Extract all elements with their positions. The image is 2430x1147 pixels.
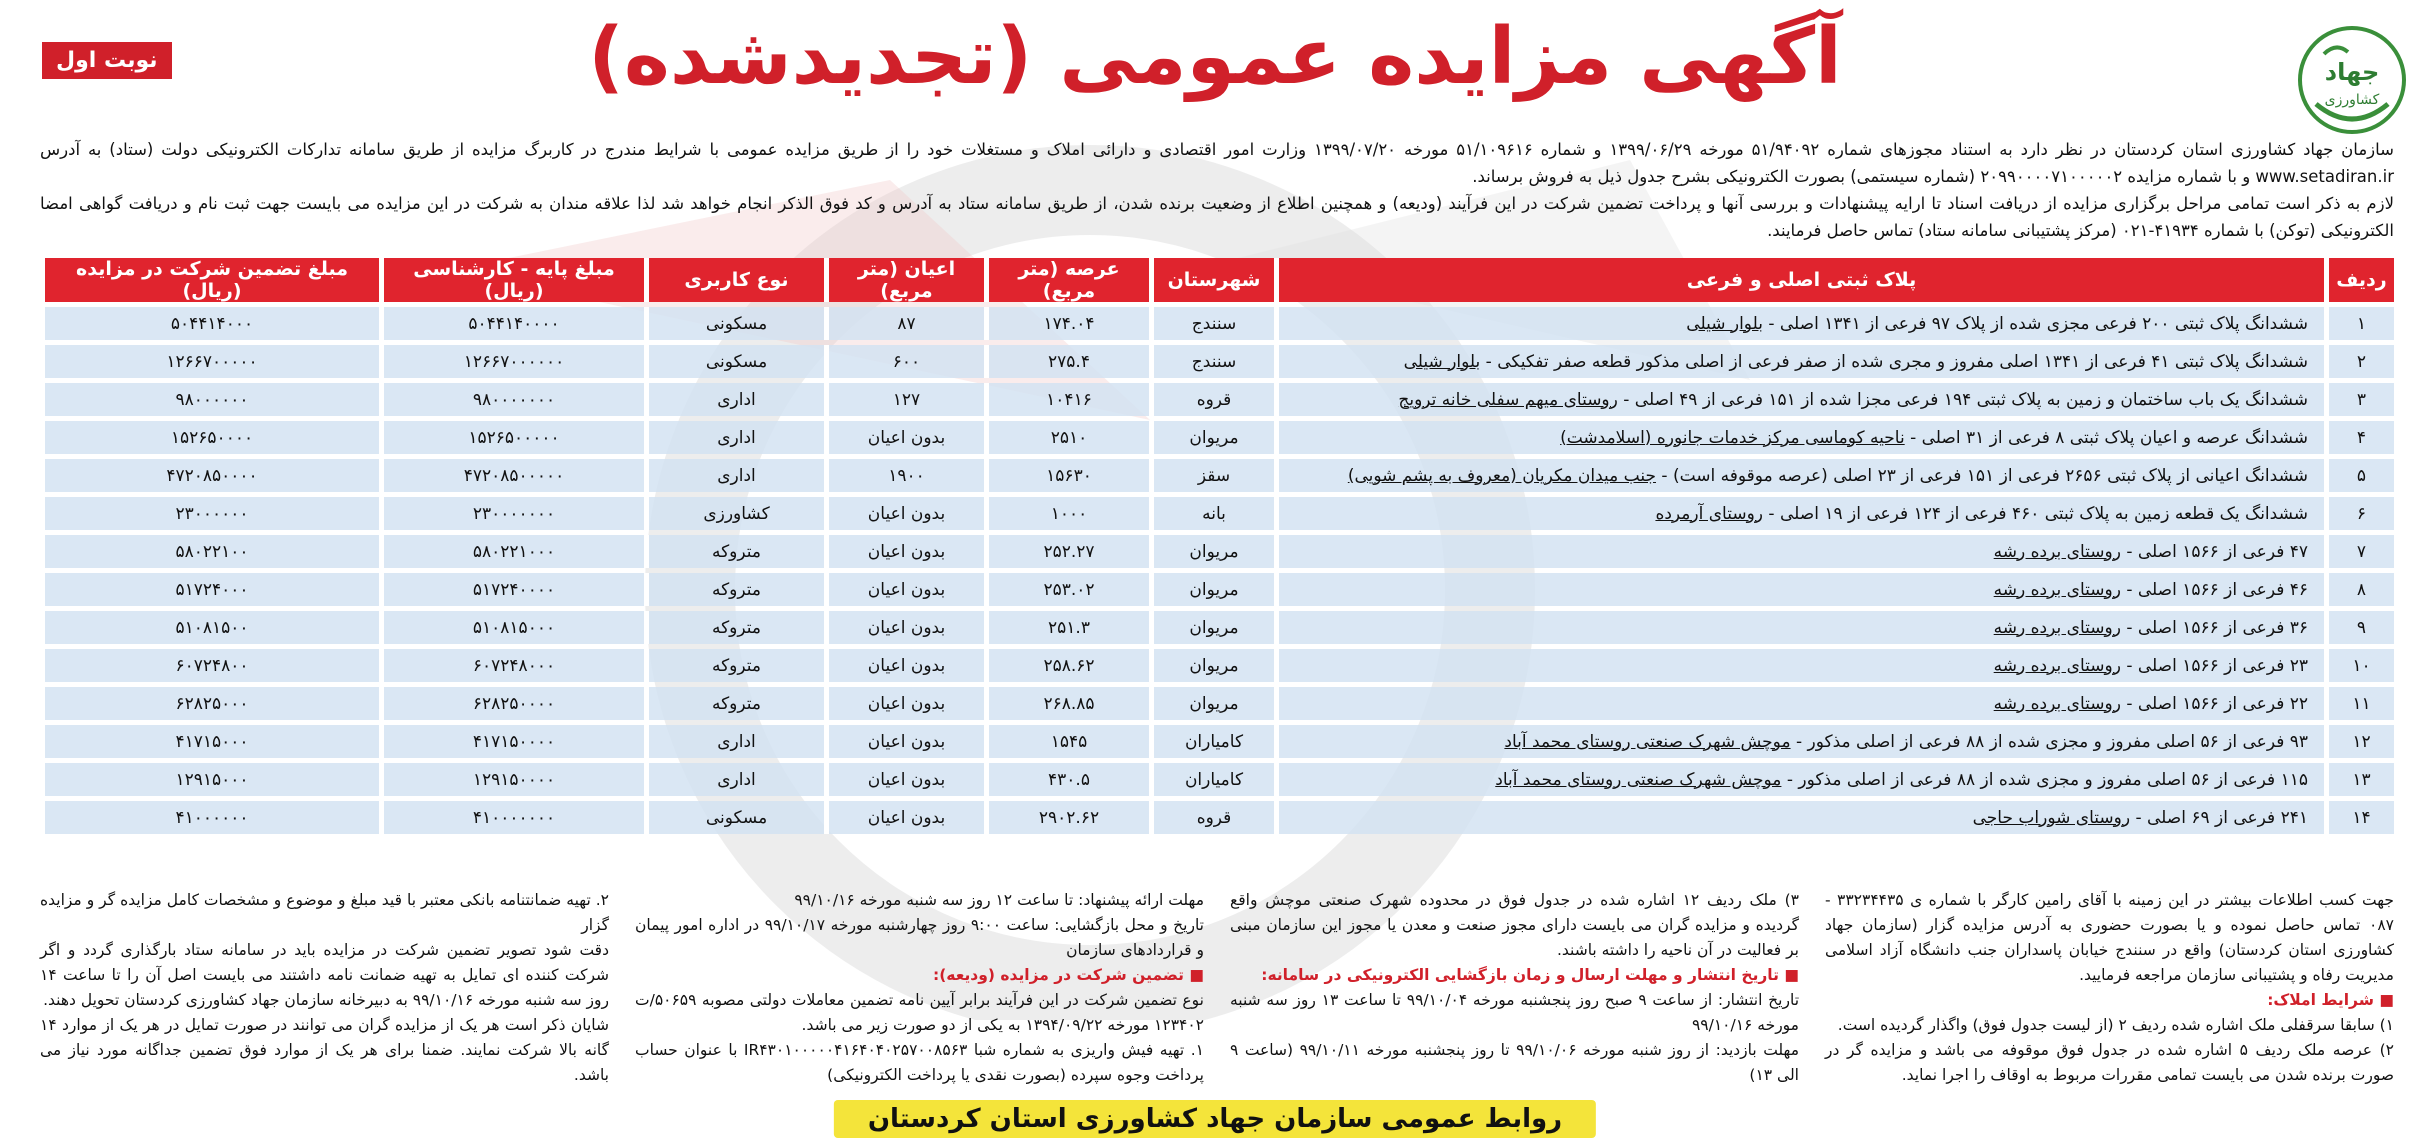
row-area: ۲۹۰۲.۶۲	[984, 801, 1149, 834]
row-city: مریوان	[1149, 649, 1274, 682]
row-location: روستای برده رشه	[1993, 541, 2121, 562]
row-area: ۱۰۰۰	[984, 497, 1149, 530]
row-location: موچش شهرک صنعتی روستای محمد آباد	[1495, 769, 1782, 790]
row-description-text: ششدانگ پلاک ثبتی ۴۱ فرعی از ۱۳۴۱ اصلی مفروز و مجری شده از صفر فرعی از اصلی مذکور قطعه صفر تفکیکی -	[1480, 351, 2308, 372]
row-city: کامیاران	[1149, 763, 1274, 796]
row-description	[1274, 497, 2324, 530]
bid-deadline: مهلت ارائه پیشنهاد: تا ساعت ۱۲ روز سه شنبه مورخه ۹۹/۱۰/۱۶	[794, 891, 1204, 909]
row-location: روستای شوراب حاجی	[1972, 807, 2131, 828]
row-location: بلوار شیلی	[1686, 313, 1763, 334]
row-description	[1274, 573, 2324, 606]
properties-table	[40, 253, 2394, 839]
row-location: موچش شهرک صنعتی روستای محمد آباد	[1504, 731, 1791, 752]
row-number: ۱	[2324, 307, 2394, 340]
row-city: سنندج	[1149, 307, 1274, 340]
table-row	[40, 649, 2394, 682]
row-city: بانه	[1149, 497, 1274, 530]
row-area: ۲۵۸.۶۲	[984, 649, 1149, 682]
table-row	[40, 687, 2394, 720]
row-base-price: ۴۷۲۰۸۵۰۰۰۰۰	[379, 459, 644, 492]
row-guarantee: ۹۸۰۰۰۰۰۰	[40, 383, 379, 416]
row-area: ۴۳۰.۵	[984, 763, 1149, 796]
contact-info: جهت کسب اطلاعات بیشتر در این زمینه با آقای رامین کارگر با شماره ی ۳۳۲۳۴۴۳۵ - ۰۸۷ تماس حاصل نموده و یا بصورت حضوری به آدرس مزایده گزار (سازمان جهاد کشاورزی استان کردستان) واقع در سنندج خیابان پاسداران جنب دانشگاه آزاد اسلامی مدیریت رفاه و پشتیبانی سازمان مراجعه فرمایید.	[1825, 891, 2394, 984]
row-city: مریوان	[1149, 535, 1274, 568]
table-row	[40, 611, 2394, 644]
col-header-city: شهرستان	[1149, 258, 1274, 302]
row-usage: اداری	[644, 383, 824, 416]
row-building: بدون اعیان	[824, 611, 984, 644]
row-area: ۱۷۴.۰۴	[984, 307, 1149, 340]
row-building: ۱۹۰۰	[824, 459, 984, 492]
col-header-row-no: ردیف	[2324, 258, 2394, 302]
row-usage: مسکونی	[644, 345, 824, 378]
table-row	[40, 535, 2394, 568]
row-usage: اداری	[644, 421, 824, 454]
conditions-column-3	[635, 888, 1204, 1098]
col-header-usage: نوع کاربری	[644, 258, 824, 302]
row-number: ۳	[2324, 383, 2394, 416]
row-number: ۶	[2324, 497, 2394, 530]
row-description-text: ۲۳ فرعی از ۱۵۶۶ اصلی -	[2120, 655, 2308, 676]
row-guarantee: ۴۷۲۰۸۵۰۰۰۰	[40, 459, 379, 492]
row-location: روستای برده رشه	[1993, 579, 2121, 600]
row-usage: متروکه	[644, 649, 824, 682]
row-guarantee: ۶۰۷۲۴۸۰۰	[40, 649, 379, 682]
row-description-text: ۳۶ فرعی از ۱۵۶۶ اصلی -	[2120, 617, 2308, 638]
row-city: قروه	[1149, 801, 1274, 834]
row-number: ۱۲	[2324, 725, 2394, 758]
row-description-text: ششدانگ عرصه و اعیان پلاک ثبتی ۸ فرعی از ۳۱ اصلی -	[1904, 427, 2308, 448]
row-base-price: ۹۸۰۰۰۰۰۰۰	[379, 383, 644, 416]
row-city: مریوان	[1149, 687, 1274, 720]
row-building: بدون اعیان	[824, 535, 984, 568]
row-description	[1274, 725, 2324, 758]
conditions-column-4	[40, 888, 609, 1098]
row-base-price: ۶۰۷۲۴۸۰۰۰	[379, 649, 644, 682]
guarantee-type: نوع تضمین شرکت در این فرآیند برابر آیین نامه تضمین معاملات دولتی مصوبه ۵۰۶۵۹/ت ۱۲۳۴۰۲ مورخه ۱۳۹۴/۰۹/۲۲ به یکی از دو صورت زیر می باشد.	[635, 991, 1204, 1034]
row-location: روستای برده رشه	[1993, 655, 2121, 676]
col-header-base-price: مبلغ پایه - کارشناسی (ریال)	[379, 258, 644, 302]
row-base-price: ۱۲۹۱۵۰۰۰۰	[379, 763, 644, 796]
row-area: ۲۵۲.۲۷	[984, 535, 1149, 568]
row-area: ۱۰۴۱۶	[984, 383, 1149, 416]
row-usage: مسکونی	[644, 307, 824, 340]
row-city: کامیاران	[1149, 725, 1274, 758]
row-area: ۲۵۱۰	[984, 421, 1149, 454]
row-number: ۸	[2324, 573, 2394, 606]
row-building: ۸۷	[824, 307, 984, 340]
row-building: بدون اعیان	[824, 649, 984, 682]
row-usage: کشاورزی	[644, 497, 824, 530]
row-usage: اداری	[644, 763, 824, 796]
row-usage: متروکه	[644, 687, 824, 720]
page-title: آگهی مزایده عمومی (تجدیدشده)	[588, 12, 1842, 102]
table-row	[40, 383, 2394, 416]
row-area: ۱۵۴۵	[984, 725, 1149, 758]
row-description-text: ۲۲ فرعی از ۱۵۶۶ اصلی -	[2120, 693, 2308, 714]
row-description	[1274, 307, 2324, 340]
visit-period: مهلت بازدید: از روز شنبه مورخه ۹۹/۱۰/۰۶ تا روز پنجشنبه مورخه ۹۹/۱۰/۱۱ (ساعت ۹ الی ۱۳)	[1230, 1041, 1799, 1084]
row-city: قروه	[1149, 383, 1274, 416]
row-number: ۲	[2324, 345, 2394, 378]
intro-paragraph-2: لازم به ذکر است تمامی مراحل برگزاری مزایده از دریافت اسناد تا ارایه پیشنهادات و بررسی آنها و پرداخت تضمین شرکت در این فرآیند (ودیعه) و همچنین اطلاع از وضعیت برنده شدن، از طریق سامانه ستاد به آدرس و کد فوق الذکر انجام خواهد شد لذا علاقه مندان به شرکت در این مزایده می بایست جهت ثبت نام و دریافت گواهی امضا الکترونیکی (توکن) با شماره ۴۱۹۳۴-۰۲۱ (مرکز پشتیبانی سامانه ستاد) تماس حاصل فرمایند.	[40, 194, 2394, 240]
row-usage: اداری	[644, 725, 824, 758]
row-description	[1274, 383, 2324, 416]
row-area: ۲۵۱.۳	[984, 611, 1149, 644]
row-description-text: ششدانگ یک قطعه زمین به پلاک ثبتی ۴۶۰ فرعی از ۱۲۴ فرعی از ۱۹ اصلی -	[1763, 503, 2308, 524]
table-row	[40, 421, 2394, 454]
row-location: بلوار شیلی	[1403, 351, 1481, 372]
row-area: ۲۶۸.۸۵	[984, 687, 1149, 720]
row-building: بدون اعیان	[824, 801, 984, 834]
row-number: ۱۱	[2324, 687, 2394, 720]
col-header-guarantee: مبلغ تضمین شرکت در مزایده (ریال)	[40, 258, 379, 302]
row-city: مریوان	[1149, 421, 1274, 454]
table-row	[40, 573, 2394, 606]
row-description	[1274, 611, 2324, 644]
row-area: ۲۷۵.۴	[984, 345, 1149, 378]
row-description	[1274, 535, 2324, 568]
row-city: مریوان	[1149, 611, 1274, 644]
row-building: بدون اعیان	[824, 687, 984, 720]
row-guarantee: ۱۵۲۶۵۰۰۰۰	[40, 421, 379, 454]
row-location: روستای برده رشه	[1993, 617, 2121, 638]
col-header-area: عرصه (متر مربع)	[984, 258, 1149, 302]
row-base-price: ۲۳۰۰۰۰۰۰۰	[379, 497, 644, 530]
conditions-section	[40, 888, 2394, 1098]
row-description-text: ششدانگ یک باب ساختمان و زمین به پلاک ثبتی ۱۹۴ فرعی مجزا شده از ۱۵۱ فرعی از ۴۹ اصلی -	[1617, 389, 2308, 410]
row-guarantee: ۱۲۶۶۷۰۰۰۰۰	[40, 345, 379, 378]
row-description-text: ششدانگ پلاک ثبتی ۲۰۰ فرعی مجزی شده از پلاک ۹۷ فرعی از ۱۳۴۱ اصلی -	[1762, 313, 2308, 334]
guarantee-option-2: ۲. تهیه ضمانتنامه بانکی معتبر با قید مبلغ و موضوع و مشخصات کامل مزایده گر و مزایده گزار	[40, 891, 609, 934]
row-usage: اداری	[644, 459, 824, 492]
row-description-text: ۴۶ فرعی از ۱۵۶۶ اصلی -	[2120, 579, 2308, 600]
row-usage: متروکه	[644, 573, 824, 606]
row-base-price: ۶۲۸۲۵۰۰۰۰	[379, 687, 644, 720]
row-location: ناحیه کوماسی مرکز خدمات جانوره (اسلامدشت)	[1560, 427, 1905, 448]
condition-3: ۳) ملک ردیف ۱۲ اشاره شده در جدول فوق در محدوده شهرک صنعتی موچش واقع گردیده و مزایده گران می بایست دارای مجوز صنعت و معدن یا مجوز این سازمان مبنی بر فعالیت در آن ناحیه را داشته باشند.	[1230, 891, 1799, 959]
row-number: ۱۴	[2324, 801, 2394, 834]
row-number: ۹	[2324, 611, 2394, 644]
row-location: روستای آرمرده	[1655, 503, 1764, 524]
table-row	[40, 459, 2394, 492]
row-number: ۱۰	[2324, 649, 2394, 682]
property-conditions-heading: ■ شرایط املاک:	[2267, 991, 2394, 1009]
row-number: ۴	[2324, 421, 2394, 454]
condition-2: ۲) عرصه ملک ردیف ۵ اشاره شده در جدول فوق موقوفه می باشد و مزایده گر در صورت برنده شدن می بایست تمامی مقررات مربوط به اوقاف را اجرا نماید.	[1825, 1041, 2394, 1084]
row-guarantee: ۲۳۰۰۰۰۰۰	[40, 497, 379, 530]
row-building: بدون اعیان	[824, 573, 984, 606]
row-base-price: ۱۵۲۶۵۰۰۰۰۰	[379, 421, 644, 454]
row-city: مریوان	[1149, 573, 1274, 606]
round-badge: نوبت اول	[42, 42, 172, 79]
table-header-row	[40, 258, 2394, 302]
dates-heading: ■ تاریخ انتشار و مهلت ارسال و زمان بازگشایی الکترونیکی در سامانه:	[1261, 966, 1799, 984]
row-usage: متروکه	[644, 535, 824, 568]
conditions-column-1	[1825, 888, 2394, 1098]
row-usage: متروکه	[644, 611, 824, 644]
row-building: بدون اعیان	[824, 763, 984, 796]
row-base-price: ۵۰۴۴۱۴۰۰۰۰	[379, 307, 644, 340]
condition-1: ۱) سابقا سرقفلی ملک اشاره شده ردیف ۲ (از لیست جدول فوق) واگذار گردیده است.	[1837, 1016, 2394, 1034]
row-base-price: ۵۱۰۸۱۵۰۰۰	[379, 611, 644, 644]
table-row	[40, 497, 2394, 530]
row-location: روستای میهم سفلی خانه ترویج	[1398, 389, 1618, 410]
row-description	[1274, 421, 2324, 454]
intro-text	[40, 136, 2394, 244]
row-building: ۶۰۰	[824, 345, 984, 378]
table-row	[40, 345, 2394, 378]
row-base-price: ۴۱۰۰۰۰۰۰۰	[379, 801, 644, 834]
public-relations-footer: روابط عمومی سازمان جهاد کشاورزی استان کردستان	[834, 1100, 1596, 1138]
row-guarantee: ۴۱۷۱۵۰۰۰	[40, 725, 379, 758]
col-header-building: اعیان (متر مربع)	[824, 258, 984, 302]
row-description	[1274, 345, 2324, 378]
row-description	[1274, 459, 2324, 492]
guarantee-upload-note: دقت شود تصویر تضمین شرکت در مزایده باید در سامانه ستاد بارگذاری گردد و اگر شرکت کننده ای تمایل به تهیه ضمانت نامه داشتند می بایست اصل آن را تا ساعت ۱۴ روز سه شنبه مورخه ۹۹/۱۰/۱۶ به دبیرخانه سازمان جهاد کشاورزی کردستان تحویل دهند.	[40, 941, 609, 1009]
row-description-text: ۲۴۱ فرعی از ۶۹ اصلی -	[2130, 807, 2308, 828]
row-description	[1274, 687, 2324, 720]
row-base-price: ۱۲۶۶۷۰۰۰۰۰۰	[379, 345, 644, 378]
row-guarantee: ۶۲۸۲۵۰۰۰	[40, 687, 379, 720]
row-guarantee: ۱۲۹۱۵۰۰۰	[40, 763, 379, 796]
row-guarantee: ۵۰۴۴۱۴۰۰۰	[40, 307, 379, 340]
row-building: بدون اعیان	[824, 725, 984, 758]
guarantee-option-1: ۱. تهیه فیش واریزی به شماره شبا IR۴۳۰۱۰۰۰۰۰۴۱۶۴۰۴۰۲۵۷۰۰۸۵۶۳ با عنوان حساب پرداخت وجوه سپرده (بصورت نقدی یا پرداخت الکترونیکی)	[635, 1041, 1204, 1084]
row-guarantee: ۴۱۰۰۰۰۰۰	[40, 801, 379, 834]
row-city: سقز	[1149, 459, 1274, 492]
row-description	[1274, 649, 2324, 682]
row-area: ۲۵۳.۰۲	[984, 573, 1149, 606]
row-location: روستای برده رشه	[1993, 693, 2121, 714]
table-row	[40, 801, 2394, 834]
row-description-text: ششدانگ اعیانی از پلاک ثبتی ۲۶۵۶ فرعی از ۱۵۱ فرعی از ۲۳ اصلی (عرصه موقوفه است) -	[1656, 465, 2308, 486]
row-guarantee: ۵۱۷۲۴۰۰۰	[40, 573, 379, 606]
row-description-text: ۹۳ فرعی از ۵۶ اصلی مفروز و مجزی شده از ۸۸ فرعی از اصلی مذکور -	[1790, 731, 2308, 752]
row-building: بدون اعیان	[824, 421, 984, 454]
row-usage: مسکونی	[644, 801, 824, 834]
row-location: جنب میدان مکریان (معروف به پشم شویی)	[1347, 465, 1656, 486]
table-row	[40, 725, 2394, 758]
row-base-price: ۴۱۷۱۵۰۰۰۰	[379, 725, 644, 758]
conditions-column-2	[1230, 888, 1799, 1098]
row-number: ۷	[2324, 535, 2394, 568]
table-row	[40, 763, 2394, 796]
row-description	[1274, 801, 2324, 834]
row-guarantee: ۵۸۰۲۲۱۰۰	[40, 535, 379, 568]
row-number: ۵	[2324, 459, 2394, 492]
logo-top-text: جهاد	[2324, 58, 2380, 86]
row-area: ۱۵۶۳۰	[984, 459, 1149, 492]
row-description	[1274, 763, 2324, 796]
row-base-price: ۵۱۷۲۴۰۰۰۰	[379, 573, 644, 606]
row-building: ۱۲۷	[824, 383, 984, 416]
opening-date: تاریخ و محل بازگشایی: ساعت ۹:۰۰ روز چهارشنبه مورخه ۹۹/۱۰/۱۷ در اداره امور پیمان و قراردادهای سازمان	[635, 916, 1204, 959]
guarantee-heading: ■ تضمین شرکت در مزایده (ودیعه):	[933, 966, 1204, 984]
logo-bottom-text: کشاورزی	[2324, 92, 2380, 108]
table-row	[40, 307, 2394, 340]
row-number: ۱۳	[2324, 763, 2394, 796]
row-building: بدون اعیان	[824, 497, 984, 530]
multi-item-note: شایان ذکر است هر یک از مزایده گران می توانند در صورت تمایل در هر یک از موارد ۱۴ گانه بالا شرکت نمایند. ضمنا برای هر یک از موارد فوق تضمین جداگانه مورد نیاز می باشد.	[40, 1016, 609, 1084]
publish-date: تاریخ انتشار: از ساعت ۹ صبح روز پنجشنبه مورخه ۹۹/۱۰/۰۴ تا ساعت ۱۳ روز سه شنبه مورخه ۹۹/۱۰/۱۶	[1230, 991, 1800, 1034]
col-header-plaque: پلاک ثبتی اصلی و فرعی	[1274, 258, 2324, 302]
row-description-text: ۴۷ فرعی از ۱۵۶۶ اصلی -	[2120, 541, 2308, 562]
row-description-text: ۱۱۵ فرعی از ۵۶ اصلی مفروز و مجزی شده از ۸۸ فرعی از اصلی مذکور -	[1781, 769, 2308, 790]
row-base-price: ۵۸۰۲۲۱۰۰۰	[379, 535, 644, 568]
row-city: سنندج	[1149, 345, 1274, 378]
row-guarantee: ۵۱۰۸۱۵۰۰	[40, 611, 379, 644]
intro-paragraph-1: سازمان جهاد کشاورزی استان کردستان در نظر دارد به استناد مجوزهای شماره ۵۱/۹۴۰۹۲ مورخه ۱۳۹۹/۰۶/۲۹ و شماره ۵۱/۱۰۹۶۱۶ مورخه ۱۳۹۹/۰۷/۲۰ وزارت امور اقتصادی و دارائی املاک و مستغلات خود را از طریق مزایده عمومی با شرایط مندرج در کاربرگ مزایده از طریق سامانه تدارکات الکترونیکی دولت (ستاد) به آدرس www.setadiran.ir و با شماره مزایده ۲۰۹۹۰۰۰۰۷۱۰۰۰۰۰۲ (شماره سیستمی) بصورت الکترونیکی بشرح جدول ذیل به فروش برساند.	[40, 140, 2394, 186]
